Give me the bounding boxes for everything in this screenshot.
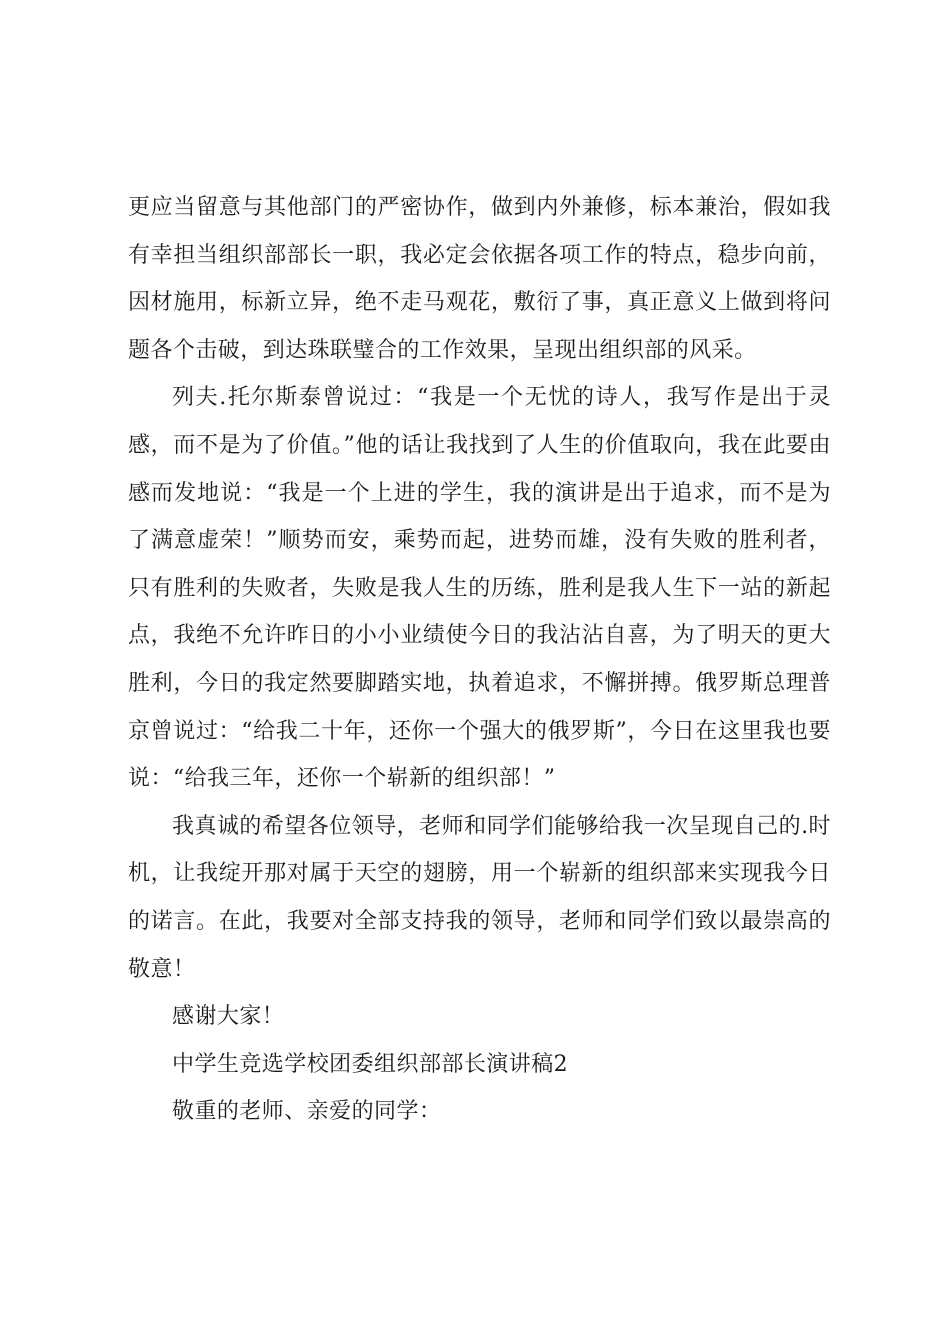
paragraph-thanks: 感谢大家！ — [172, 1004, 285, 1030]
document-body — [128, 184, 831, 1136]
paragraph-cooperation: 更应当留意与其他部门的严密协作，做到内外兼修，标本兼治，假如我有幸担当组织部部长一职，我必定会依据各项工作的特点，稳步向前，因材施用，标新立异，绝不走马观花，敷衍了事，真正意义上做到将问题各个击破，到达珠联璧合的工作效果，呈现出组织部的风采。 — [128, 195, 831, 363]
salutation: 敬重的老师、亲爱的同学： — [172, 1099, 442, 1125]
paragraph-hope: 我真诚的希望各位领导，老师和同学们能够给我一次呈现自己的.时机，让我绽开那对属于天空的翅膀，用一个崭新的组织部来实现我今日的诺言。在此，我要对全部支持我的领导，老师和同学们致以最崇高的敬意！ — [128, 813, 831, 982]
paragraph-tolstoy-quote: 列夫.托尔斯泰曾说过：“我是一个无忧的诗人，我写作是出于灵感，而不是为了价值。”他的话让我找到了人生的价值取向，我在此要由感而发地说：“我是一个上进的学生，我的演讲是出于追求，而不是为了满意虚荣！”顺势而安，乘势而起，进势而雄，没有失败的胜利者，只有胜利的失败者，失败是我人生的历练，胜利是我人生下一站的新起点，我绝不允许昨日的小小业绩使今日的我沾沾自喜，为了明天的更大胜利，今日的我定然要脚踏实地，执着追求，不懈拼搏。俄罗斯总理普京曾说过：“给我二十年，还你一个强大的俄罗斯”，今日在这里我也要说：“给我三年，还你一个崭新的组织部！” — [128, 385, 831, 792]
section-title: 中学生竞选学校团委组织部部长演讲稿2 — [172, 1051, 569, 1077]
